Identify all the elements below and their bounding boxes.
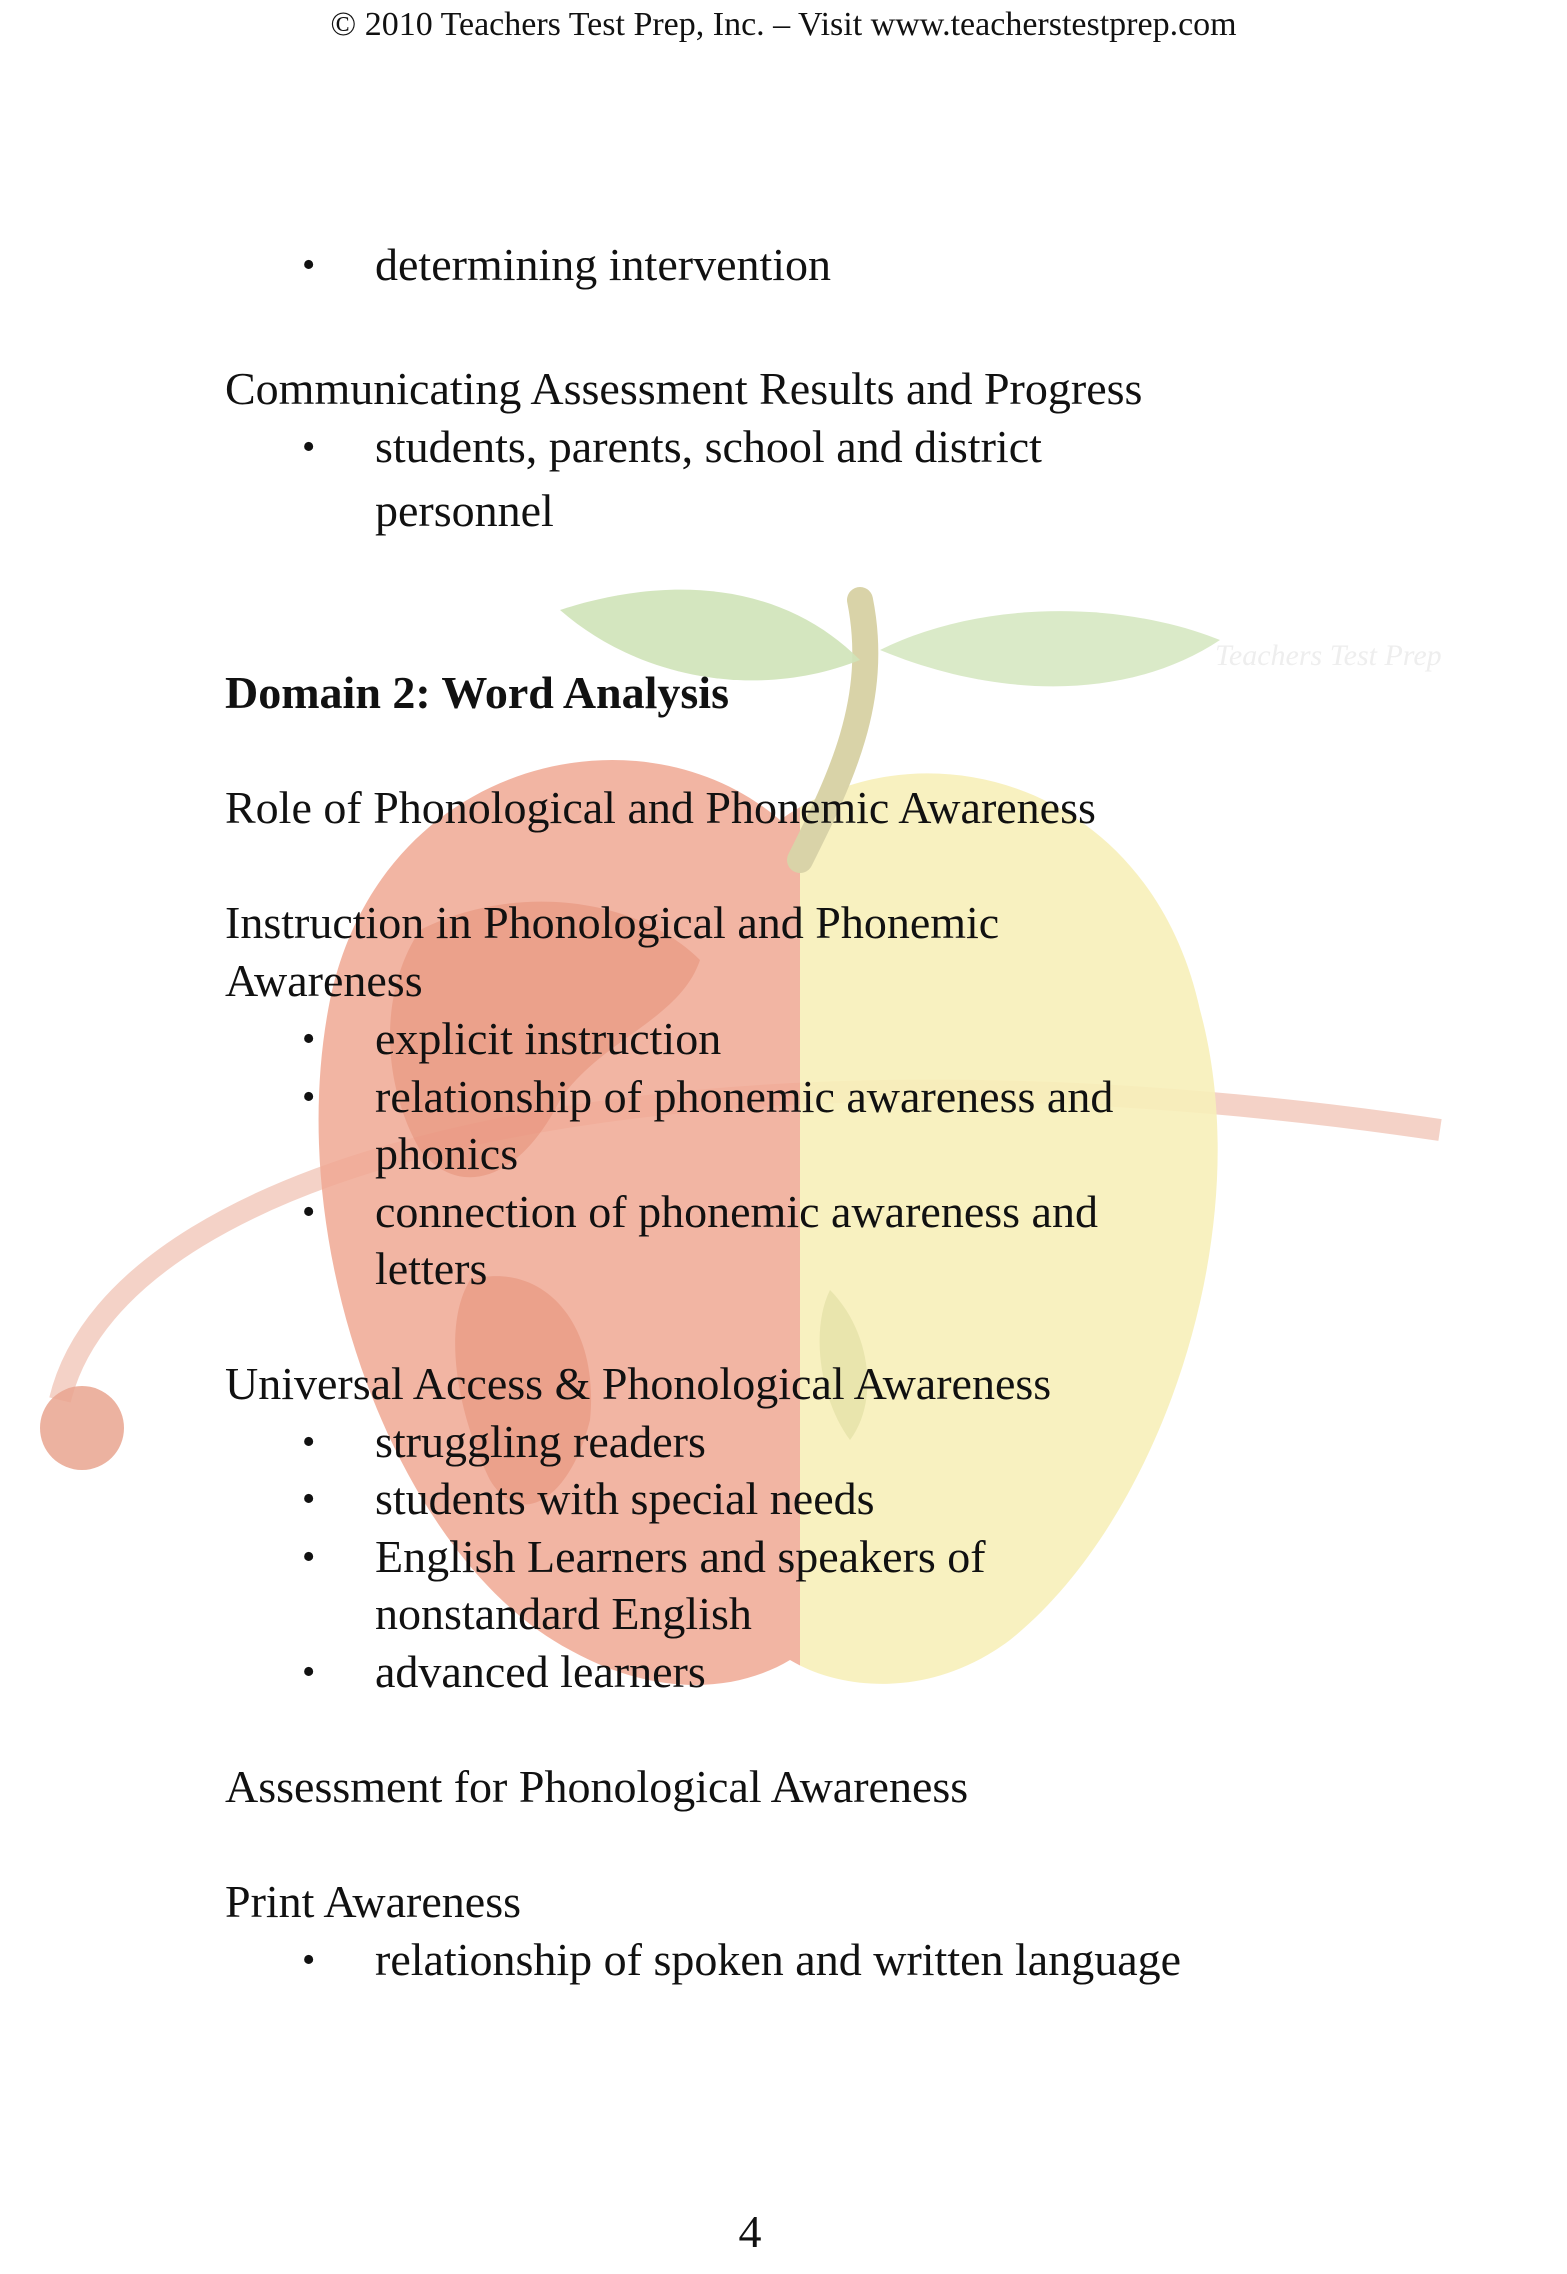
list-item-continuation: phonics xyxy=(375,1128,519,1179)
list-item-continuation: personnel xyxy=(375,485,554,536)
bullet-marker: • xyxy=(302,1536,316,1578)
list-item: relationship of spoken and written language xyxy=(375,1934,1182,1985)
bullet-marker: • xyxy=(302,1018,316,1060)
list-item: explicit instruction xyxy=(375,1013,722,1064)
list-item: struggling readers xyxy=(375,1416,706,1467)
bullet-marker: • xyxy=(302,426,316,468)
bullet-marker: • xyxy=(302,1651,316,1693)
list-item: students, parents, school and district xyxy=(375,421,1042,472)
bullet-marker: • xyxy=(302,1191,316,1233)
page-number: 4 xyxy=(738,2206,762,2257)
section-heading: Instruction in Phonological and Phonemic Awareness xyxy=(225,897,1000,1006)
section-heading: Assessment for Phonological Awareness xyxy=(225,1761,969,1812)
list-item: relationship of phonemic awareness and xyxy=(375,1071,1114,1122)
bullet-marker: • xyxy=(302,1478,316,1520)
list-item: students with special needs xyxy=(375,1473,875,1524)
section-heading: Print Awareness xyxy=(225,1876,522,1927)
list-item: English Learners and speakers of xyxy=(375,1531,986,1582)
section-heading: Universal Access & Phonological Awareness xyxy=(225,1358,1052,1409)
bullet-marker: • xyxy=(302,1939,316,1981)
list-item: connection of phonemic awareness and xyxy=(375,1186,1098,1237)
list-item-continuation: letters xyxy=(375,1243,488,1294)
section-heading: Communicating Assessment Results and Progress xyxy=(225,363,1143,414)
copyright-header: © 2010 Teachers Test Prep, Inc. – Visit www.teacherstestprep.com xyxy=(330,6,1237,43)
watermark-logo-text: Teachers Test Prep xyxy=(1215,639,1442,672)
domain-heading: Domain 2: Word Analysis xyxy=(225,667,729,718)
section-heading: Role of Phonological and Phonemic Awareness xyxy=(225,782,1096,833)
bullet-marker: • xyxy=(302,1076,316,1118)
bullet-marker: • xyxy=(302,244,316,286)
list-item: advanced learners xyxy=(375,1646,706,1697)
list-item: determining intervention xyxy=(375,239,832,290)
bullet-marker: • xyxy=(302,1421,316,1463)
list-item-continuation: nonstandard English xyxy=(375,1588,752,1639)
